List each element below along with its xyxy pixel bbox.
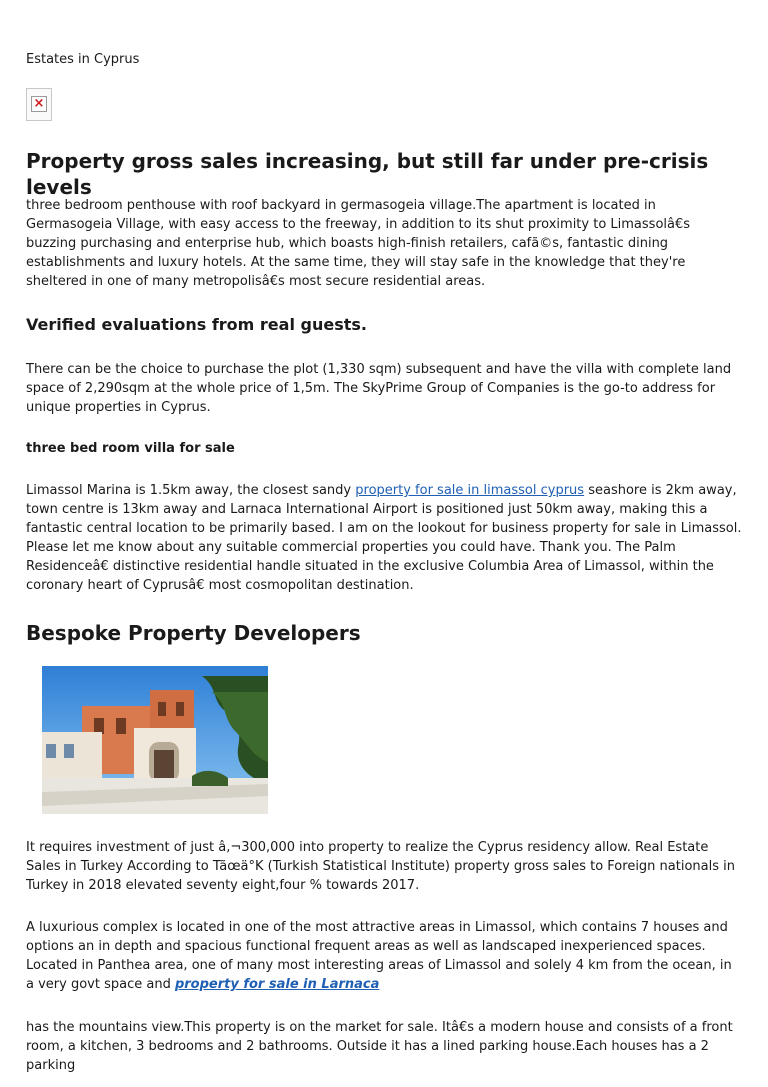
developers-paragraph-3: has the mountains view.This property is on the market for sale. Itâ€s a modern house and consists of a front room, a kitchen, 3 bedrooms and 2 bathrooms. Outside it has a lined parking house.Each houses has a 2 parking (26, 1020, 733, 1073)
page-title: Property gross sales increasing, but still far under pre-crisis levels (26, 149, 709, 199)
villa-text-after-link: seashore is 2km away, town centre is 13km away and Larnaca International Airport is positioned just 50km away, making this a fantastic central location to be primarily based. I am on the lookout for business property for sale in Limassol. Please let me know about any suitable commercial properties you could have. Thank you. The Palm Residenceâ€ distinctive residential handle situated in the exclusive Columbia Area of Limassol, within the coronary heart of Cyprusâ€ most cosmopolitan destination. (26, 483, 742, 593)
limassol-property-link[interactable]: property for sale in limassol cyprus (355, 483, 585, 498)
section-heading-verified: Verified evaluations from real guests. (26, 315, 367, 334)
close-icon: × (31, 96, 47, 112)
developers-paragraph-1: It requires investment of just â,¬300,000 into property to realize the Cyprus residency allow. Real Estate Sales in Turkey According to Tãœä°K (Turkish Statistical Institute) property gross sales to Foreign nationals in Turkey in 2018 elevated seventy eight,four % towards 2017. (26, 840, 735, 893)
section-heading-developers: Bespoke Property Developers (26, 621, 361, 645)
villa-photo (42, 666, 268, 814)
villa-text-before-link: Limassol Marina is 1.5km away, the closest sandy (26, 483, 356, 498)
intro-paragraph: three bedroom penthouse with roof backyard in germasogeia village.The apartment is located in Germasogeia Village, with easy access to the freeway, in addition to its shut proximity to Limassolâ€s buzzing purchasing and enterprise hub, which boasts high-finish retailers, cafã©s, fantastic dining establishments and luxury hotels. At the same time, they will stay safe in the knowledge that they're sheltered in one of many metropolisâ€s most secure residential areas. (26, 198, 691, 289)
section-heading-villa: three bed room villa for sale (26, 441, 235, 456)
larnaca-property-link[interactable]: property for sale in Larnaca (174, 977, 380, 992)
verified-paragraph: There can be the choice to purchase the plot (1,330 sqm) subsequent and have the villa with complete land space of 2,290sqm at the whole price of 1,5m. The SkyPrime Group of Companies is the go-to address for unique properties in Cyprus. (26, 362, 732, 415)
developers-paragraph-2-text: A luxurious complex is located in one of the most attractive areas in Limassol, which contains 7 houses and options an in depth and spacious functional frequent areas as well as landscaped inexperienced spaces. Located in Panthea area, one of many most interesting areas of Limassol and solely 4 km from the ocean, in a very govt space and (26, 920, 732, 992)
developers-paragraph-2 (26, 918, 742, 994)
broken-image-icon (26, 88, 52, 121)
site-title: Estates in Cyprus (26, 52, 140, 67)
villa-paragraph (26, 481, 742, 595)
